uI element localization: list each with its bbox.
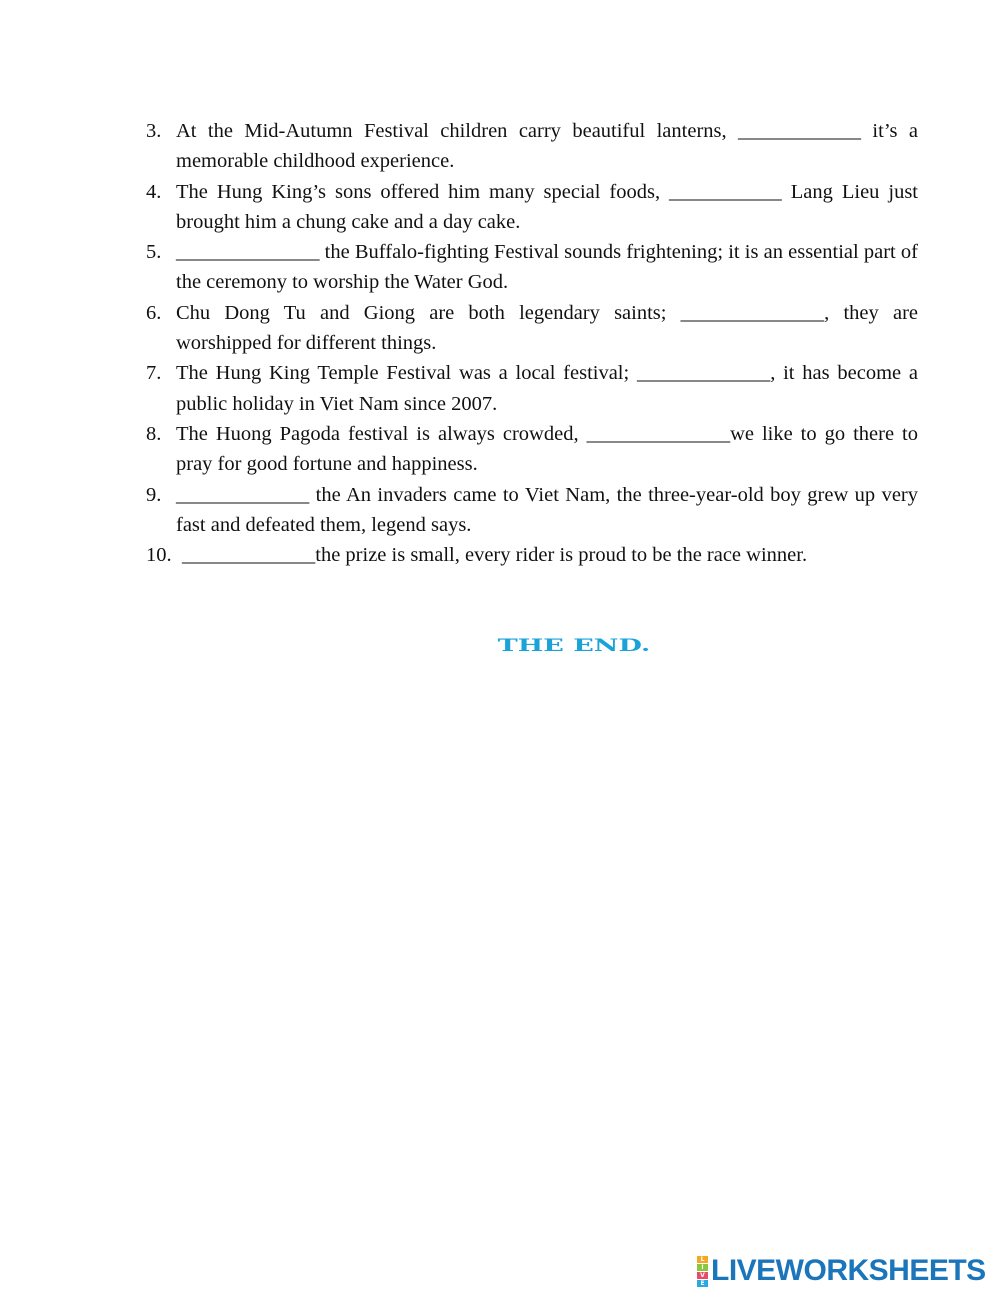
item-number: 3. <box>146 120 162 142</box>
item-number: 4. <box>146 180 162 203</box>
item-text: The Hung King Temple Festival was a local festival; _____________, it has become a public holiday in Viet Nam since 2007. <box>176 362 918 415</box>
item-text: _____________the prize is small, every rider is proud to be the race winner. <box>182 544 808 567</box>
item-number: 6. <box>146 301 162 324</box>
list-item <box>146 177 918 238</box>
item-number: 9. <box>146 483 162 506</box>
closing-title: THE END. <box>497 636 651 656</box>
liveworksheets-logo-icon <box>697 1256 708 1287</box>
item-text: ______________ the Buffalo-fighting Festival sounds frightening; it is an essential part of the ceremony to worship the Water God. <box>176 241 918 294</box>
list-item <box>146 480 918 541</box>
item-text: Chu Dong Tu and Giong are both legendary saints; ______________, they are worshipped for different things. <box>176 301 918 355</box>
item-number: 8. <box>146 422 162 445</box>
logo-block: V <box>697 1272 708 1279</box>
logo-block: I <box>697 1264 708 1271</box>
item-text: At the Mid-Autumn Festival children carry beautiful lanterns, ____________ it’s a memorable childhood experience. <box>176 120 918 173</box>
list-item <box>146 116 918 177</box>
item-text: _____________ the An invaders came to Viet Nam, the three-year-old boy grew up very fast and defeated them, legend says. <box>176 483 918 536</box>
logo-block: E <box>697 1280 708 1287</box>
list-item <box>146 358 918 419</box>
liveworksheets-logo[interactable] <box>697 1254 986 1288</box>
item-number: 7. <box>146 362 162 385</box>
list-item <box>146 419 918 480</box>
list-item <box>146 540 918 570</box>
item-text: The Huong Pagoda festival is always crowded, ______________we like to go there to pray for good fortune and happiness. <box>176 422 918 476</box>
item-text: The Hung King’s sons offered him many special foods, ___________ Lang Lieu just brought him a chung cake and a day cake. <box>176 180 918 233</box>
logo-text: LIVEWORKSHEETS <box>711 1254 986 1287</box>
item-number: 5. <box>146 241 162 264</box>
list-item <box>146 237 918 298</box>
logo-block: L <box>697 1256 708 1263</box>
list-item <box>146 298 918 359</box>
exercise-list <box>146 116 918 570</box>
item-number: 10. <box>146 544 172 567</box>
